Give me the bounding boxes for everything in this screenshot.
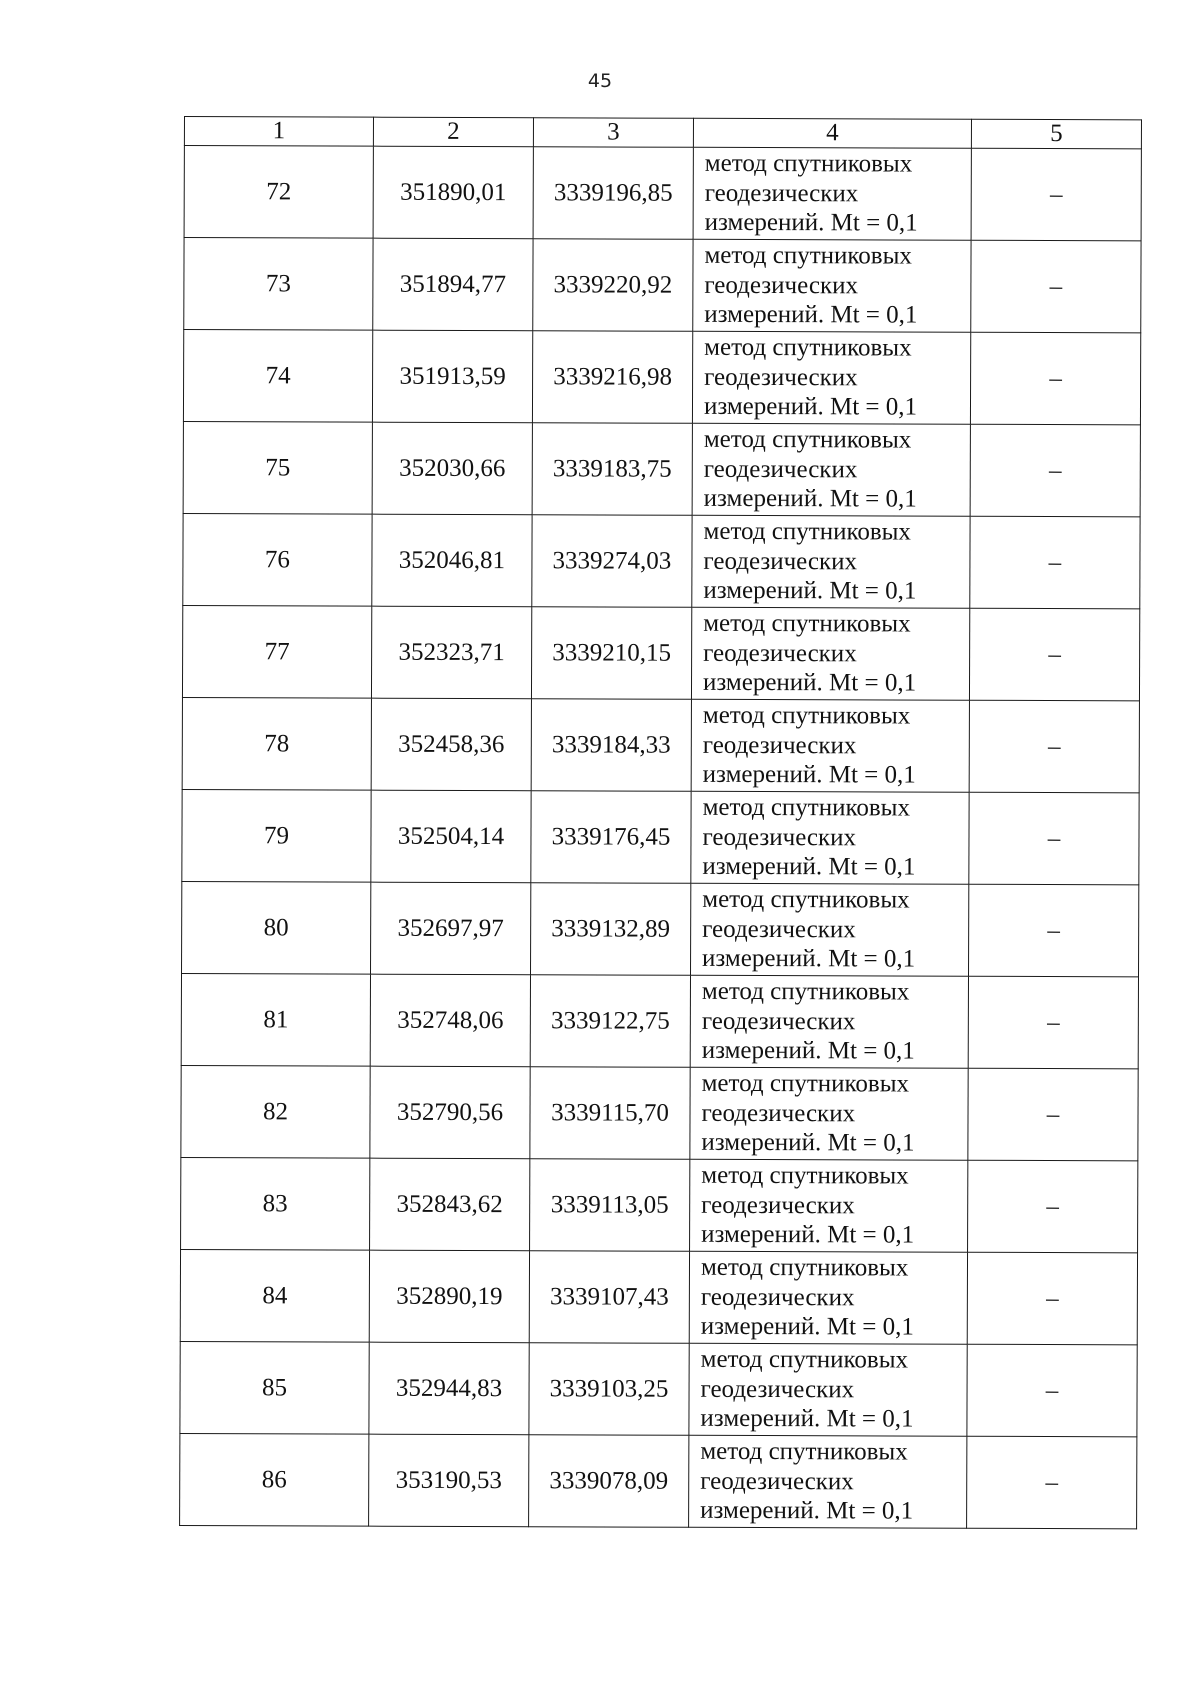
y-coordinate-cell: 3339113,05 [530,1159,690,1252]
method-text-line: геодезических [703,547,858,576]
point-number-cell: 81 [181,973,370,1066]
table-row [182,881,1139,976]
column-header-3: 3 [533,118,693,148]
method-text-line: метод спутниковых [704,334,912,362]
note-cell: – [971,148,1141,241]
note-cell: – [969,608,1139,701]
method-text-line: геодезических [702,731,857,760]
method-text-line: метод спутниковых [703,426,912,454]
method-text-line: геодезических [703,455,858,484]
point-number-cell: 78 [182,697,371,790]
method-cell [692,515,970,608]
method-text-line: метод спутниковых [704,150,913,178]
x-coordinate-cell: 352790,56 [370,1066,530,1159]
method-text-line: метод спутниковых [701,978,910,1006]
method-text-line: геодезических [702,823,857,852]
method-text-line: метод спутниковых [702,702,911,730]
point-number-cell: 84 [180,1249,369,1342]
method-cell [692,423,970,516]
y-coordinate-cell: 3339210,15 [531,607,691,700]
method-cell [691,791,969,884]
table-row [183,421,1140,516]
page-number: 45 [587,70,613,92]
x-coordinate-cell: 352030,66 [372,422,532,515]
column-header-4: 4 [693,118,971,148]
note-cell: – [970,516,1140,609]
table-row [184,238,1141,333]
method-text-line: метод спутниковых [702,886,910,914]
x-coordinate-cell: 352843,62 [370,1158,530,1251]
table-row [180,1341,1137,1436]
x-coordinate-cell: 351894,77 [373,238,533,331]
method-text-line: геодезических [701,1007,856,1036]
y-coordinate-cell: 3339184,33 [531,699,691,792]
note-cell: – [969,792,1139,885]
method-text-line: геодезических [703,639,857,668]
method-text-line: геодезических [701,1191,855,1220]
column-header-5: 5 [971,119,1141,149]
point-number-cell: 76 [183,513,372,606]
method-text-line: метод спутниковых [701,1162,909,1190]
method-cell [690,1067,968,1160]
method-text-line: измерений. Mt = 0,1 [703,577,917,605]
method-cell [693,239,971,332]
table-row [180,1249,1137,1344]
method-text-line: геодезических [701,1099,856,1128]
point-number-cell: 86 [180,1433,369,1526]
y-coordinate-cell: 3339078,09 [529,1435,689,1528]
point-number-cell: 72 [184,146,373,239]
x-coordinate-cell: 352944,83 [369,1342,529,1435]
method-text-line: измерений. Mt = 0,1 [703,485,917,513]
note-cell: – [971,240,1141,333]
x-coordinate-cell: 351890,01 [373,146,533,239]
point-number-cell: 85 [180,1341,369,1434]
x-coordinate-cell: 351913,59 [372,330,532,423]
x-coordinate-cell: 352046,81 [372,514,532,607]
method-text-line: измерений. Mt = 0,1 [702,853,916,881]
y-coordinate-cell: 3339122,75 [530,975,690,1068]
method-text-line: измерений. Mt = 0,1 [700,1405,914,1433]
note-cell: – [970,424,1140,517]
column-header-2: 2 [373,117,533,147]
table-row [182,697,1139,792]
note-cell: – [968,976,1138,1069]
coordinates-table [179,116,1142,1529]
method-text-line: измерений. Mt = 0,1 [702,669,917,697]
method-cell [692,331,970,424]
note-cell: – [969,884,1139,977]
y-coordinate-cell: 3339220,92 [533,239,693,332]
method-text-line: измерений. Mt = 0,1 [702,945,916,973]
y-coordinate-cell: 3339103,25 [529,1343,689,1436]
method-cell [693,147,971,240]
point-number-cell: 82 [181,1065,370,1158]
column-header-1: 1 [184,117,373,147]
point-number-cell: 73 [184,238,373,331]
method-text-line: геодезических [704,271,859,300]
method-text-line: измерений. Mt = 0,1 [701,1037,915,1065]
method-cell [689,1435,967,1528]
table-row [181,973,1138,1068]
x-coordinate-cell: 352504,14 [371,790,531,883]
table-row [182,789,1139,884]
table-row [184,146,1141,241]
x-coordinate-cell: 352697,97 [371,882,531,975]
method-cell [691,883,969,976]
x-coordinate-cell: 352890,19 [369,1250,529,1343]
method-text-line: измерений. Mt = 0,1 [700,1497,914,1525]
table-row [183,330,1140,425]
point-number-cell: 80 [182,881,371,974]
note-cell: – [967,1252,1137,1345]
method-text-line: метод спутниковых [700,1254,909,1282]
method-text-line: измерений. Mt = 0,1 [701,1129,915,1157]
method-text-line: метод спутниковых [704,242,912,270]
point-number-cell: 75 [183,421,372,514]
method-text-line: геодезических [704,179,859,208]
y-coordinate-cell: 3339107,43 [529,1251,689,1344]
method-cell [691,607,969,700]
method-text-line: измерений. Mt = 0,1 [701,1221,915,1249]
y-coordinate-cell: 3339196,85 [533,147,693,240]
method-text-line: измерений. Mt = 0,1 [704,209,918,237]
note-cell: – [968,1160,1138,1253]
method-text-line: метод спутниковых [702,794,911,822]
method-cell [690,975,968,1068]
method-text-line: измерений. Mt = 0,1 [702,761,916,789]
table-row [181,1157,1138,1252]
note-cell: – [968,1068,1138,1161]
y-coordinate-cell: 3339274,03 [532,515,692,608]
y-coordinate-cell: 3339115,70 [530,1067,690,1160]
point-number-cell: 74 [183,330,372,423]
x-coordinate-cell: 352748,06 [370,974,530,1067]
x-coordinate-cell: 353190,53 [369,1434,529,1527]
method-cell [690,1159,968,1252]
method-text-line: измерений. Mt = 0,1 [700,1313,914,1341]
method-text-line: метод спутниковых [700,1346,909,1374]
y-coordinate-cell: 3339176,45 [531,791,691,884]
method-text-line: геодезических [700,1375,855,1404]
note-cell: – [967,1436,1137,1529]
method-text-line: метод спутниковых [700,1438,908,1466]
point-number-cell: 77 [182,605,371,698]
method-text-line: измерений. Mt = 0,1 [704,301,918,329]
method-text-line: метод спутниковых [703,610,911,638]
y-coordinate-cell: 3339132,89 [531,883,691,976]
method-text-line: геодезических [704,363,858,392]
note-cell: – [970,332,1140,425]
note-cell: – [969,700,1139,793]
method-text-line: геодезических [700,1467,854,1496]
y-coordinate-cell: 3339183,75 [532,423,692,516]
x-coordinate-cell: 352323,71 [371,606,531,699]
note-cell: – [967,1344,1137,1437]
method-text-line: геодезических [702,915,856,944]
table-header-row [184,117,1141,149]
method-text-line: геодезических [700,1283,855,1312]
method-cell [691,699,969,792]
table-row [181,1065,1138,1160]
method-text-line: метод спутниковых [703,518,912,546]
table-row [182,605,1139,700]
x-coordinate-cell: 352458,36 [371,698,531,791]
y-coordinate-cell: 3339216,98 [532,331,692,424]
point-number-cell: 83 [181,1157,370,1250]
method-text-line: метод спутниковых [701,1070,910,1098]
table-row [180,1433,1137,1528]
table-row [183,513,1140,608]
coordinates-table-body [180,117,1142,1529]
method-cell [689,1343,967,1436]
point-number-cell: 79 [182,789,371,882]
method-text-line: измерений. Mt = 0,1 [703,393,918,421]
method-cell [689,1251,967,1344]
